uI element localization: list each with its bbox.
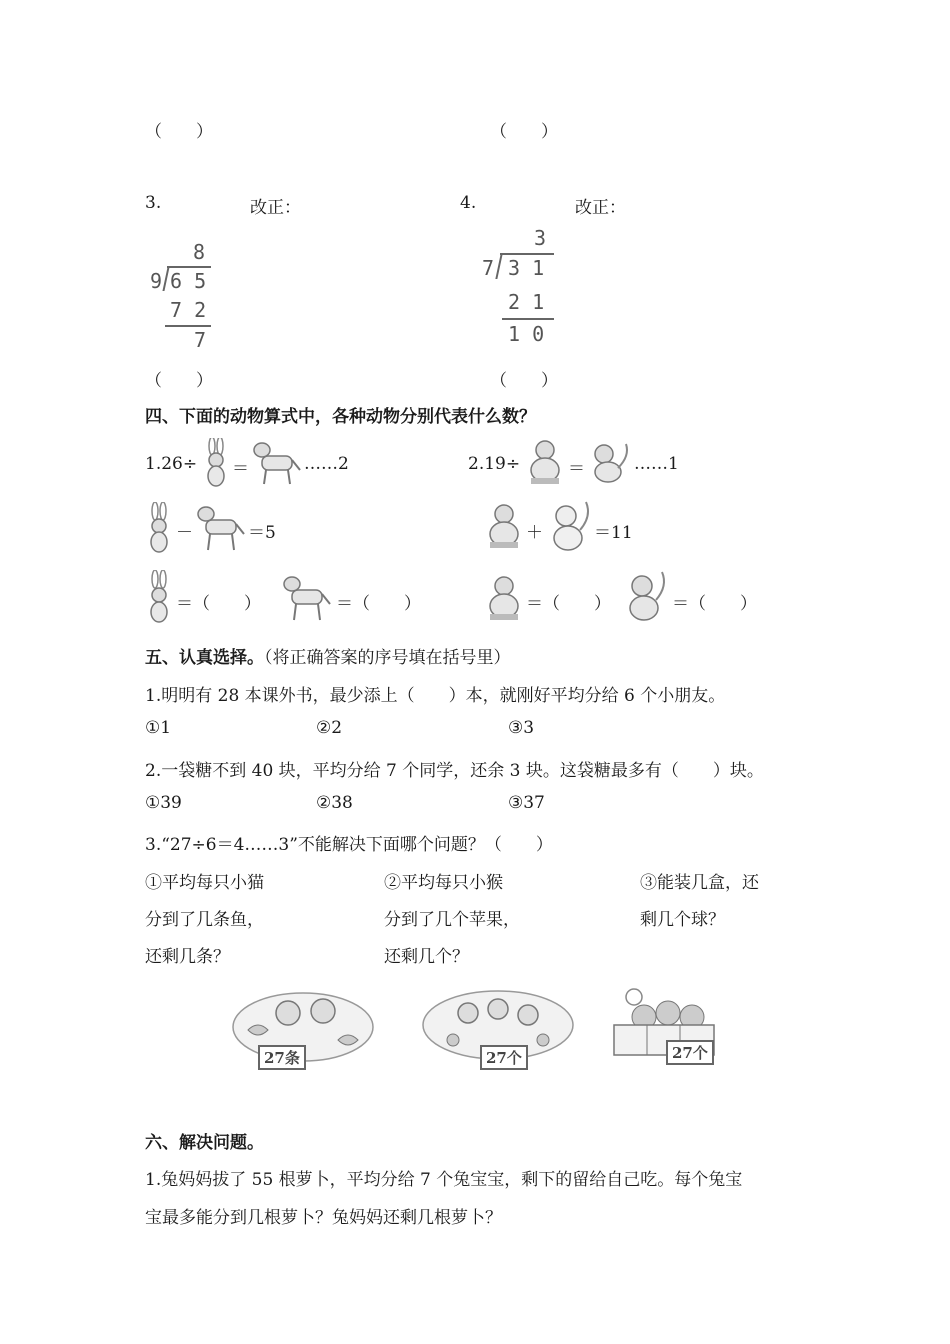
question-1-text: 1.明明有 28 本课外书，最少添上（ ）本，就刚好平均分给 6 个小朋友。: [145, 686, 726, 706]
q3-choice-2-line-2: 分到了几个苹果，: [384, 910, 520, 930]
product: 2 1: [508, 290, 545, 314]
item-3-number: 3.: [145, 193, 162, 213]
item-4-number: 4.: [460, 193, 477, 213]
q3-choice-2-line-1[interactable]: ②平均每只小猴: [384, 873, 503, 893]
minus-sign: －: [176, 523, 193, 543]
q3-choice-1-line-2: 分到了几条鱼，: [145, 910, 264, 930]
quotient: 8: [193, 240, 206, 264]
divisor: 7: [482, 256, 495, 280]
eq-sign-2: ＝: [568, 459, 585, 479]
item-3-fix-label: 改正：: [250, 198, 301, 218]
q2-option-3[interactable]: ③37: [508, 793, 545, 813]
remainder-text: ……2: [304, 454, 349, 474]
monkey-icon: [482, 502, 526, 550]
section-4-heading: 四、下面的动物算式中，各种动物分别代表什么数？: [145, 407, 536, 427]
dog-answer[interactable]: ＝（ ）: [336, 594, 421, 614]
squirrel-answer[interactable]: ＝（ ）: [672, 594, 757, 614]
balls-box-picture: [604, 985, 734, 1067]
monkey-answer[interactable]: ＝（ ）: [526, 594, 611, 614]
q3-choice-1-line-1[interactable]: ①平均每只小猫: [145, 873, 264, 893]
divisor: 9: [150, 269, 163, 293]
remainder: 7: [194, 328, 207, 352]
quotient: 3: [534, 226, 547, 250]
q1-option-1[interactable]: ①1: [145, 718, 172, 738]
remainder: 1 0: [508, 322, 545, 346]
remainder-text-2: ……1: [634, 454, 679, 474]
section-6-heading: 六、解决问题。: [145, 1133, 264, 1153]
dog-icon: [280, 574, 332, 622]
plus-sign: ＋: [526, 523, 543, 543]
long-division-4: [482, 226, 572, 351]
problem-text-line-2: 宝最多能分到几根萝卜？兔妈妈还剩几根萝卜？: [145, 1208, 502, 1228]
rabbit-icon: [144, 502, 174, 554]
q3-choice-1-line-3: 还剩几条？: [145, 947, 230, 967]
rabbit-answer[interactable]: ＝（ ）: [176, 594, 261, 614]
dog-icon: [194, 504, 246, 552]
q2-option-1[interactable]: ①39: [145, 793, 182, 813]
answer-bracket-1[interactable]: （ ）: [145, 122, 213, 142]
q1-option-2[interactable]: ②2: [316, 718, 343, 738]
long-division-3: [148, 240, 228, 355]
answer-bracket-2[interactable]: （ ）: [490, 122, 558, 142]
squirrel-icon: [622, 568, 670, 624]
problem-1-number: 1.26÷: [145, 454, 198, 474]
pic-label-3: 27个: [666, 1040, 714, 1065]
monkey-icon: [523, 438, 567, 486]
dividend: 3 1: [508, 256, 545, 280]
rabbit-icon: [200, 438, 230, 488]
problem-2-number: 2.19÷: [468, 454, 521, 474]
question-2-text: 2.一袋糖不到 40 块，平均分给 7 个同学，还余 3 块。这袋糖最多有（ ）块。: [145, 761, 764, 781]
eq-sign: ＝: [232, 459, 249, 479]
cats-fish-picture: [228, 985, 378, 1075]
product: 7 2: [170, 298, 207, 322]
answer-bracket-4[interactable]: （ ）: [490, 371, 558, 391]
question-3-text: 3.“27÷6＝4……3”不能解决下面哪个问题？（ ）: [145, 835, 553, 855]
q2-option-2[interactable]: ②38: [316, 793, 353, 813]
q3-choice-3-line-1[interactable]: ③能装几盒，还: [640, 873, 759, 893]
monkeys-apples-picture: [418, 985, 578, 1075]
squirrel-icon: [586, 440, 632, 484]
squirrel-icon: [546, 500, 592, 554]
section-5-heading: 五、认真选择。（将正确答案的序号填在括号里）: [145, 648, 511, 668]
rabbit-icon: [144, 570, 174, 624]
answer-bracket-3[interactable]: （ ）: [145, 371, 213, 391]
pic-label-1: 27条: [258, 1045, 306, 1070]
q3-choice-3-line-2: 剩几个球？: [640, 910, 725, 930]
dog-icon: [250, 440, 302, 486]
equals-eleven: ＝11: [594, 523, 633, 543]
item-4-fix-label: 改正：: [575, 198, 626, 218]
problem-text-line-1: 1.兔妈妈拔了 55 根萝卜，平均分给 7 个兔宝宝，剩下的留给自己吃。每个兔宝: [145, 1170, 743, 1190]
pic-label-2: 27个: [480, 1045, 528, 1070]
equals-five: ＝5: [248, 523, 276, 543]
monkey-icon: [482, 574, 526, 622]
q3-choice-2-line-3: 还剩几个？: [384, 947, 469, 967]
dividend: 6 5: [170, 269, 207, 293]
q1-option-3[interactable]: ③3: [508, 718, 535, 738]
